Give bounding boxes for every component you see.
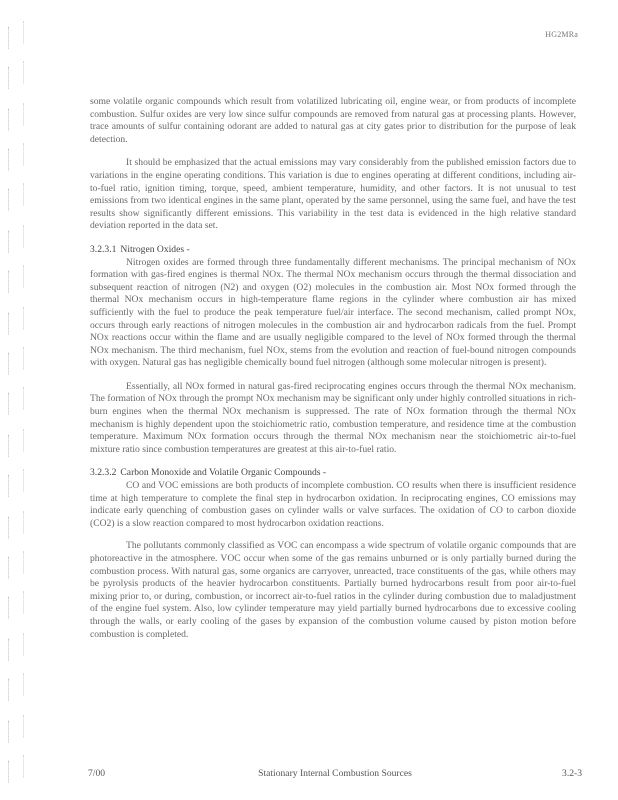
margin-mark (8, 429, 24, 457)
margin-mark (8, 715, 24, 743)
margin-mark (8, 103, 24, 131)
document-body (90, 96, 576, 652)
paragraph-voc: The pollutants commonly classified as VOC can encompass a wide spectrum of volatile organic compounds that are photoreactive in the atmosphere. VOC occur when some of the gas remains unburned or is only partially burned during the combustion process. With natural gas, some organics are carryover, unreacted, trace constituents of the gas, while others may be pyrolysis products of the heavier hydrocarbon constituents. Partially burned hydrocarbons result from poor air-to-fuel mixing prior to, or during, combustion, or incorrect air-to-fuel ratios in the cylinder during combustion due to maladjustment of the engine fuel system. Also, low cylinder temperature may yield partially burned hydrocarbons due to excessive cooling through the walls, or early cooling of the gases by expansion of the combustion volume caused by piston motion before combustion is completed. (90, 540, 576, 640)
margin-mark (8, 21, 24, 49)
footer-date: 7/00 (88, 768, 106, 779)
margin-mark (8, 183, 24, 211)
margin-mark (8, 591, 24, 619)
margin-mark (8, 469, 24, 497)
margin-mark (8, 265, 24, 293)
section-heading-nitrogen-oxides (90, 244, 576, 257)
section-heading-co-voc (90, 467, 576, 480)
paragraph-co: CO and VOC emissions are both products of incomplete combustion. CO results when there is insufficient residence time at high temperature to complete the final step in hydrocarbon oxidation. In reciprocating engines, CO emissions may indicate early quenching of combustion gases on cylinder walls or valve surfaces. The oxidation of CO to carbon dioxide (CO2) is a slow reaction compared to most hydrocarbon oxidation reactions. (90, 480, 576, 529)
section-title: Carbon Monoxide and Volatile Organic Compounds - (120, 467, 327, 479)
margin-mark (8, 633, 24, 661)
paragraph-thermal-nox: Essentially, all NOx formed in natural gas-fired reciprocating engines occurs through the thermal NOx mechanism. The formation of NOx through the prompt NOx mechanism may be significant only under highly controlled situations in rich-burn engines when the thermal NOx mechanism is suppressed. The rate of NOx formation through the thermal NOx mechanism is highly dependent upon the stoichiometric ratio, combustion temperature, and residence time at the combustion temperature. Maximum NOx formation occurs through the thermal NOx mechanism near the stoichiometric air-to-fuel mixture ratio since combustion temperatures are greatest at this air-to-fuel ratio. (90, 380, 576, 455)
document-code: HG2MRa (545, 30, 578, 39)
section-title: Nitrogen Oxides - (120, 243, 190, 255)
section-number: 3.2.3.2 (90, 467, 117, 479)
section-number: 3.2.3.1 (90, 243, 117, 255)
margin-mark (8, 61, 24, 89)
paragraph-continuation: some volatile organic compounds which result from volatilized lubricating oil, engine wear, or from products of incomplete combustion. Sulfur oxides are very low since sulfur compounds are removed from natural gas at processing plants. However, trace amounts of sulfur containing odorant are added to natural gas at city gates prior to distribution for the purpose of leak detection. (90, 96, 576, 145)
margin-mark (8, 307, 24, 335)
margin-mark (8, 755, 24, 783)
margin-mark (8, 673, 24, 701)
margin-mark (8, 387, 24, 415)
margin-mark (8, 225, 24, 253)
footer-page-number: 3.2-3 (562, 768, 582, 779)
paragraph-nox-mechanisms: Nitrogen oxides are formed through three fundamentally different mechanisms. The principal mechanism of NOx formation with gas-fired engines is thermal NOx. The thermal NOx mechanism occurs through the thermal dissociation and subsequent reaction of nitrogen (N2) and oxygen (O2) molecules in the combustion air. Most NOx formed through the thermal NOx mechanism occurs in high-temperature flame regions in the cylinder where combustion air has mixed sufficiently with the fuel to produce the peak temperature fuel/air interface. The second mechanism, called prompt NOx, occurs through early reactions of nitrogen molecules in the combustion air and hydrocarbon radicals from the fuel. Prompt NOx reactions occur within the flame and are usually negligible compared to the level of NOx formed through the thermal NOx mechanism. The third mechanism, fuel NOx, stems from the evolution and reaction of fuel-bound nitrogen compounds with oxygen. Natural gas has negligible chemically bound fuel nitrogen (although some molecular nitrogen is present). (90, 256, 576, 369)
margin-mark (8, 551, 24, 579)
scan-margin-marks (6, 24, 24, 784)
footer-title: Stationary Internal Combustion Sources (258, 768, 412, 779)
margin-mark (8, 511, 24, 539)
margin-mark (8, 143, 24, 171)
paragraph-emission-variability: It should be emphasized that the actual emissions may vary considerably from the published emission factors due to variations in the engine operating conditions. This variation is due to engines operating at different conditions, including air-to-fuel ratio, ignition timing, torque, speed, ambient temperature, humidity, and other factors. It is not unusual to test emissions from two identical engines in the same plant, operated by the same personnel, using the same fuel, and have the test results show significantly different emissions. This variability in the test data is evidenced in the high relative standard deviation reported in the data set. (90, 157, 576, 232)
margin-mark (8, 347, 24, 375)
